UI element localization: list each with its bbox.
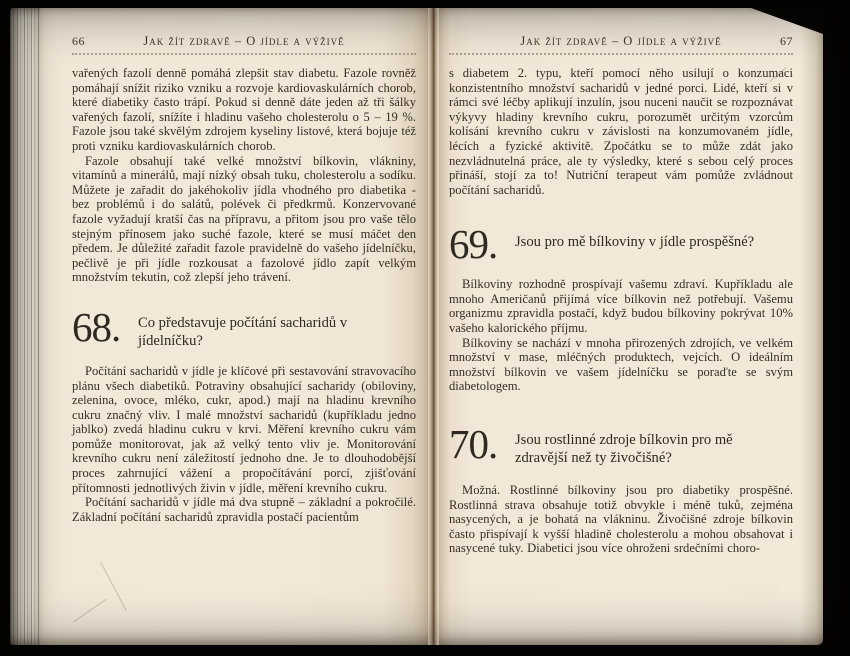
right-page-header <box>449 34 793 49</box>
book-spread <box>10 8 823 645</box>
page-crease <box>100 562 127 611</box>
left-page-header <box>72 34 416 49</box>
right-page <box>439 8 823 645</box>
question-70-text: Jsou rostlinné zdroje bílkovin pro mě zdravější než ty živočišné? <box>515 431 733 467</box>
question-69-number: 69. <box>449 221 498 268</box>
right-dotted-rule <box>449 53 793 55</box>
left-page-body <box>72 66 416 524</box>
right-page-number: 67 <box>780 34 793 48</box>
paragraph: Bílkoviny se nachází v mnoha přirozených zdrojích, ve velkém množství v mase, mléčných produktech, vejcích. O ideálním množství bílkovin ve vašem jídelníčku se poraďte se svým diabetologem. <box>449 335 793 394</box>
question-68-number: 68. <box>72 303 121 350</box>
paragraph: vařených fazolí denně pomáhá zlepšit stav diabetu. Fazole rovněž pomáhají snížit riziko vzniku a rozvoje kardiovaskulárních chorob, které diabetiky často trápí. Pokud si denně dáte jeden až tři šálky vařených fazolí, snížíte i hladinu vašeho cholesterolu o 5 – 19 %. Fazole jsou také skvělým zdrojem kyseliny listové, která bojuje též proti vzniku kardiovaskulárních chorob. <box>72 66 416 153</box>
right-running-title: Jak žít zdravě – O jídle a výživě <box>520 34 722 48</box>
left-running-title: Jak žít zdravě – O jídle a výživě <box>143 34 345 48</box>
paragraph: s diabetem 2. typu, kteří pomocí něho usilují o konzumaci konzistentního množství sacharidů v jedné porci. Lidé, kteří si v rámci své léčby aplikují inzulín, jsou nuceni naučit se rozpoznávat výkyvy hladiny krevního cukru, porozumět určitým vzorcům kolísání krevního cukru v závislosti na konzumovaném jídle, lécích a fyzické aktivitě. Zpočátku se to může zdát jako nezvládnutelná práce, ale ty výsledky, které s sebou celý proces přináší, stojí za to! Nutriční terapeut vám pomůže zvládnout počítání sacharidů. <box>449 66 793 197</box>
paragraph: Počítání sacharidů v jídle je klíčové při sestavování stravovacího plánu všech diabetiků. Potraviny obsahující sacharidy (obiloviny, zelenina, ovoce, mléko, cukr, apod.) mají na hladinu krevního cukru značný vliv. I malé množství sacharidů (kupříkladu jedno jablko) zvedá hladinu cukru v krvi. Měření krevního cukru vám pomůže monitorovat, jak až velký tento vliv je. Monitorování krevního cukru není záležitostí jednoho dne. Je to dlouhodobější proces zahrnující vážení a propočítávání porcí, zjišťování přítomnosti jednotlivých živin v jídle, měření krevního cukru. <box>72 363 416 495</box>
left-page-number: 66 <box>72 34 85 48</box>
question-69-text: Jsou pro mě bílkoviny v jídle prospěšné? <box>515 234 755 251</box>
spine-gutter <box>428 8 439 645</box>
paragraph: Bílkoviny rozhodně prospívají vašemu zdraví. Kupříkladu ale mnoho Američanů přijímá více bílkovin než potřebují. Vašemu organizmu zpravidla postačí, když budou bílkoviny pokrývat 10% vašeho kalorického příjmu. <box>449 277 793 335</box>
question-69-heading <box>449 221 793 268</box>
paragraph: Fazole obsahují také velké množství bílkovin, vlákniny, vitamínů a minerálů, mají nízký obsah tuku, cholesterolu a sodíku. Můžete je zařadit do jakéhokoliv jídla vhodného pro diabetika - bez problémů i do salátů, polévek či předkrmů. Konzervované fazole vyžadují kratší čas na přípravu, a přitom jsou pro vaše tělo stejným přínosem jako suché fazole, které se musí máčet den předem. Je důležité zařadit fazole pravidelně do vašeho jídelníčku, pečlivě je při jídle rozkousat a fazolové jídlo zapít velkým množstvím tekutin, což zlepší jeho trávení. <box>72 153 416 285</box>
question-68-text: Co představuje počítání sacharidů v jídelníčku? <box>138 314 348 350</box>
left-page <box>40 8 428 645</box>
page-crease <box>73 599 106 623</box>
left-dotted-rule <box>72 53 416 55</box>
paragraph: Možná. Rostlinné bílkoviny jsou pro diabetiky prospěšné. Rostlinná strava obsahuje totiž obvykle i méně tuků, zejména nasycených, a je bohatá na vlákninu. Živočišné zdroje bílkovin často přispívají k vyšší hladině cholesterolu a mohou obsahovat i nasycené tuky. Diabetici jsou více ohroženi srdečními choro- <box>449 482 793 556</box>
page-edges-stack <box>10 8 40 645</box>
right-page-body <box>449 66 793 556</box>
question-70-heading <box>449 420 793 468</box>
paragraph: Počítání sacharidů v jídle má dva stupně – základní a pokročilé. Základní počítání sacharidů zpravidla postačí pacientům <box>72 495 416 524</box>
question-68-heading <box>72 303 416 351</box>
question-70-number: 70. <box>449 420 498 467</box>
